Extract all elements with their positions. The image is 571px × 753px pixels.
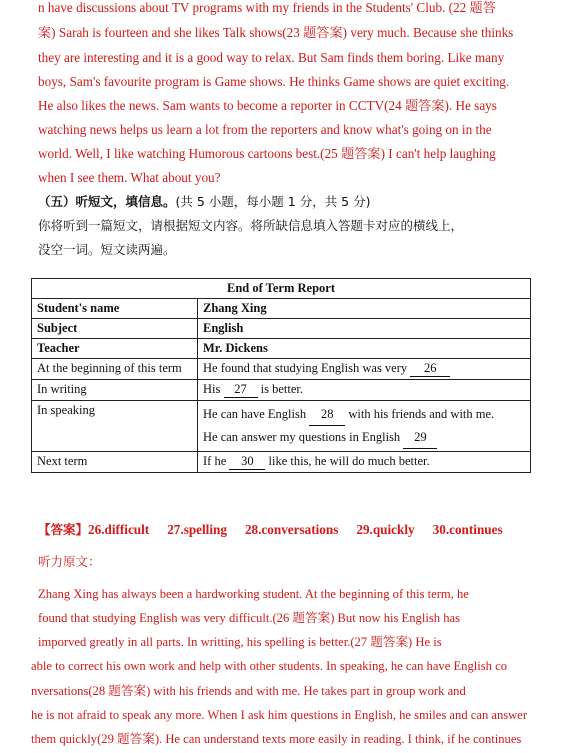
answer-blank: 28 [309, 403, 345, 426]
table-row [32, 452, 531, 473]
table-title: End of Term Report [32, 279, 531, 299]
value-text: is better. [260, 382, 303, 396]
row-label: In writing [32, 380, 198, 401]
answer-item: 28.conversations [244, 522, 339, 537]
passage-line: boys, Sam's favourite program is Game shows. He thinks Game shows are quiet exciting. [38, 74, 510, 89]
answer-blank: 29 [403, 426, 437, 449]
passage-line: He also likes the news. Sam wants to become a reporter in CCTV(24 题答案). He says [38, 98, 497, 113]
value-text: like this, he will do much better. [268, 454, 430, 468]
value-text: He can answer my questions in English [203, 430, 401, 444]
table-row [32, 380, 531, 401]
row-label: In speaking [32, 401, 198, 452]
answer-item: 27.spelling [167, 522, 227, 537]
table-row [32, 359, 531, 380]
passage-line: they are interesting and it is a good way to relax. But Sam finds them boring. Like many [38, 50, 505, 65]
answer-blank: 26 [410, 361, 450, 377]
row-label: Student's name [32, 299, 198, 319]
table-row [32, 401, 531, 452]
instruction-line: 你将听到一篇短文，请根据短文内容。将所缺信息填入答题卡对应的横线上， [38, 218, 464, 233]
section-heading [38, 194, 538, 209]
transcript-line: Zhang Xing has always been a hardworking student. At the beginning of this term, he [38, 587, 469, 601]
transcript-line: found that studying English was very difficult.(26 题答案) But now his English has [38, 611, 460, 625]
passage-line: n have discussions about TV programs with my friends in the Students' Club. (22 题答 [38, 0, 496, 15]
answer-blank: 30 [229, 454, 265, 470]
row-label: Next term [32, 452, 198, 473]
row-value: English [198, 319, 531, 339]
section-title: （五）听短文，填信息。 [38, 194, 176, 209]
value-text: His [203, 382, 221, 396]
answer-blank: 27 [224, 382, 258, 398]
table-title-row [32, 279, 531, 299]
row-value: Mr. Dickens [198, 339, 531, 359]
row-label: Teacher [32, 339, 198, 359]
passage-line: 案) Sarah is fourteen and she likes Talk shows(23 题答案) very much. Because she thinks [38, 25, 514, 40]
instruction-line: 没空一词。短文读两遍。 [38, 242, 176, 257]
transcript-line: them quickly(29 题答案). He can understand texts more easily in reading. I think, if he continues [31, 732, 522, 746]
table-row [32, 319, 531, 339]
answer-label: 【答案】 [38, 522, 89, 537]
row-value [198, 452, 531, 473]
section-score-note: (共 5 小题，每小题 1 分，共 5 分) [175, 194, 371, 209]
passage-line: when I see them. What about you? [38, 170, 221, 185]
value-text: He found that studying English was very [203, 361, 408, 375]
report-table [31, 278, 531, 473]
passage-line: world. Well, I like watching Humorous cartoons best.(25 题答案) I can't help laughing [38, 146, 496, 161]
value-text: If he [203, 454, 227, 468]
transcript-line: nversations(28 题答案) with his friends and with me. He takes part in group work and [31, 684, 466, 698]
answer-item: 29.quickly [356, 522, 415, 537]
row-value [198, 401, 531, 452]
table-row [32, 339, 531, 359]
answer-item: 26.difficult [88, 522, 150, 537]
row-value [198, 359, 531, 380]
table-row [32, 299, 531, 319]
answer-item: 30.continues [432, 522, 503, 537]
row-label: At the beginning of this term [32, 359, 198, 380]
row-label: Subject [32, 319, 198, 339]
value-text: with his friends and with me. [348, 407, 495, 421]
transcript-line: he is not afraid to speak any more. When I ask him questions in English, he smiles and can answer [31, 708, 528, 722]
transcript-line: imporved greatly in all parts. In writting, his spelling is better.(27 题答案) He is [38, 635, 442, 649]
answer-line [38, 522, 538, 537]
row-value: Zhang Xing [198, 299, 531, 319]
passage-line: watching news helps us learn a lot from the reporters and know what's going on in the [38, 122, 492, 137]
row-value [198, 380, 531, 401]
transcript-label: 听力原文： [38, 554, 101, 569]
value-text: He can have English [203, 407, 307, 421]
transcript-line: able to correct his own work and help with other students. In speaking, he can have English co [31, 659, 507, 673]
